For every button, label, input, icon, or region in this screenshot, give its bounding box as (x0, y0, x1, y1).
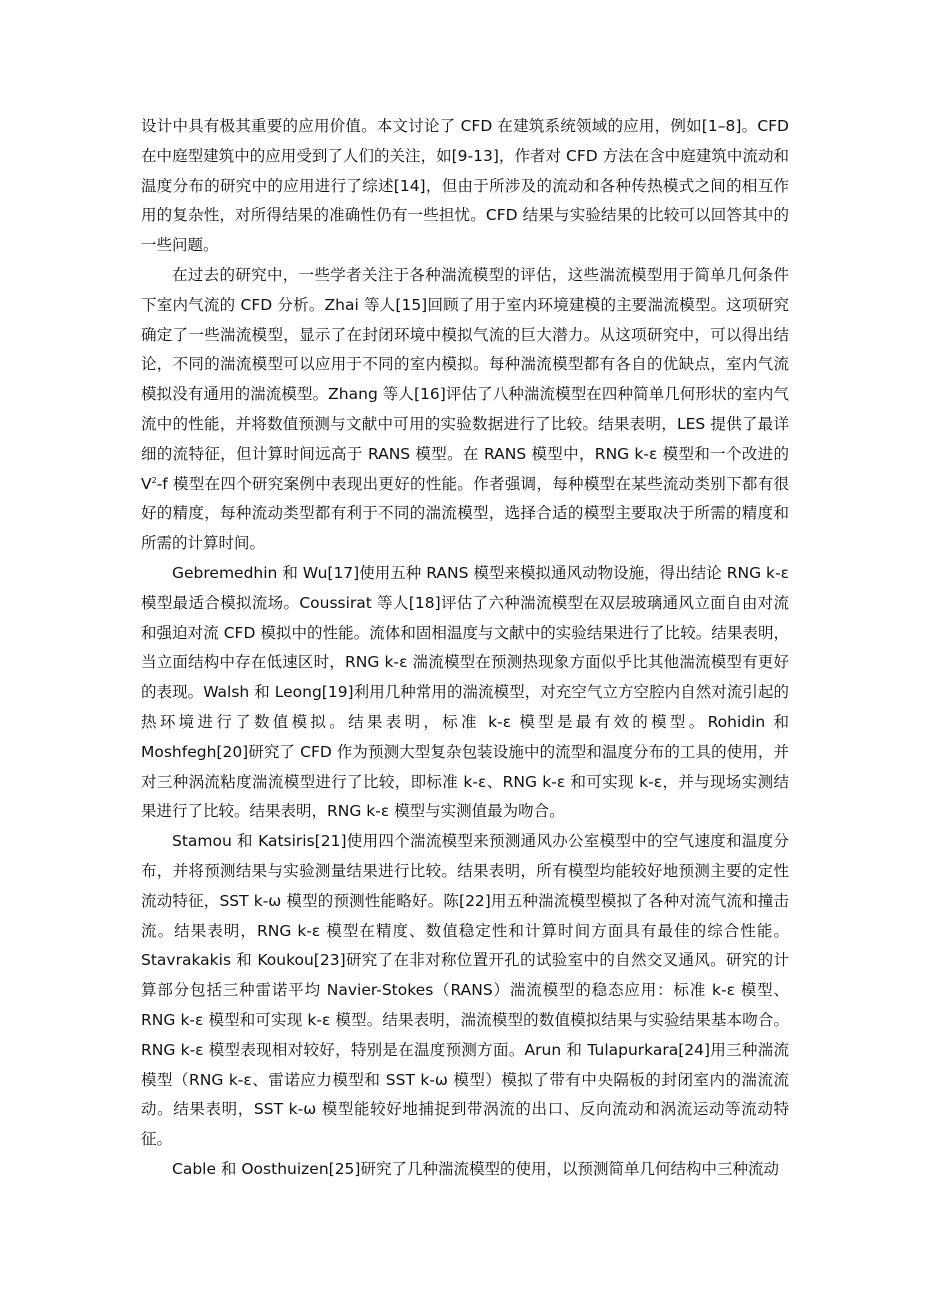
paragraph-2-part-1: 在过去的研究中，一些学者关注于各种湍流模型的评估，这些湍流模型用于简单几何条件下室内气流的 CFD 分析。Zhai 等人[15]回顾了用于室内环境建模的主要湍流模型。这项研究确定了一些湍流模型，显示了在封闭环境中模拟气流的巨大潜力。从这项研究中，可以得出结论，不同的湍流模型可以应用于不同的室内模拟。每种湍流模型都有各自的优缺点，室内气流模拟没有通用的湍流模型。Zhang 等人[16]评估了八种湍流模型在四种简单几何形状的室内气流中的性能，并将数值预测与文献中可用的实验数据进行了比较。结果表明，LES 提供了最详细的流特征，但计算时间远高于 RANS 模型。在 RANS 模型中，RNG k-ε 模型和一个改进的 V (141, 265, 789, 493)
paragraph-3: Gebremedhin 和 Wu[17]使用五种 RANS 模型来模拟通风动物设施，得出结论 RNG k-ε 模型最适合模拟流场。Coussirat 等人[18]评估了六种湍流模型在双层玻璃通风立面自由对流和强迫对流 CFD 模拟中的性能。流体和固相温度与文献中的实验结果进行了比较。结果表明，当立面结构中存在低速区时，RNG k-ε 湍流模型在预测热现象方面似乎比其他湍流模型有更好的表现。Walsh 和 Leong[19]利用几种常用的湍流模型，对充空气立方空腔内自然对流引起的热环境进行了数值模拟。结果表明，标准 k-ε 模型是最有效的模型。Rohidin 和 Moshfegh[20]研究了 CFD 作为预测大型复杂包装设施中的流型和温度分布的工具的使用，并对三种涡流粘度湍流模型进行了比较，即标准 k-ε、RNG k-ε 和可实现 k-ε，并与现场实测结果进行了比较。结果表明，RNG k-ε 模型与实测值最为吻合。 (141, 563, 789, 821)
paragraph-1: 设计中具有极其重要的应用价值。本文讨论了 CFD 在建筑系统领域的应用，例如[1–8]。CFD 在中庭型建筑中的应用受到了人们的关注，如[9-13]，作者对 CFD 方法在含中庭建筑中流动和温度分布的研究中的应用进行了综述[14]，但由于所涉及的流动和各种传热模式之间的相互作用的复杂性，对所得结果的准确性仍有一些担忧。CFD 结果与实验结果的比较可以回答其中的一些问题。 (141, 117, 789, 255)
paragraph-2 (141, 261, 789, 559)
body-text (141, 112, 789, 1185)
paragraph-5: Cable 和 Oosthuizen[25]研究了几种湍流模型的使用，以预测简单几何结构中三种流动 (172, 1159, 779, 1178)
paragraph-2-part-2: -f 模型在四个研究案例中表现出更好的性能。作者强调，每种模型在某些流动类别下都有很好的精度，每种流动类型都有利于不同的湍流模型，选择合适的模型主要取决于所需的精度和所需的计算时间。 (141, 474, 789, 553)
superscript-2: 2 (151, 475, 157, 485)
paragraph-4: Stamou 和 Katsiris[21]使用四个湍流模型来预测通风办公室模型中的空气速度和温度分布，并将预测结果与实验测量结果进行比较。结果表明，所有模型均能较好地预测主要的定性流动特征，SST k-ω 模型的预测性能略好。陈[22]用五种湍流模型模拟了各种对流气流和撞击流。结果表明，RNG k-ε 模型在精度、数值稳定性和计算时间方面具有最佳的综合性能。Stavrakakis 和 Koukou[23]研究了在非对称位置开孔的试验室中的自然交叉通风。研究的计算部分包括三种雷诺平均 Navier-Stokes（RANS）湍流模型的稳态应用：标准 k-ε 模型、RNG k-ε 模型和可实现 k-ε 模型。结果表明，湍流模型的数值模拟结果与实验结果基本吻合。RNG k-ε 模型表现相对较好，特别是在温度预测方面。Arun 和 Tulapurkara[24]用三种湍流模型（RNG k-ε、雷诺应力模型和 SST k-ω 模型）模拟了带有中央隔板的封闭室内的湍流流动。结果表明，SST k-ω 模型能较好地捕捉到带涡流的出口、反向流动和涡流运动等流动特征。 (141, 832, 789, 1149)
